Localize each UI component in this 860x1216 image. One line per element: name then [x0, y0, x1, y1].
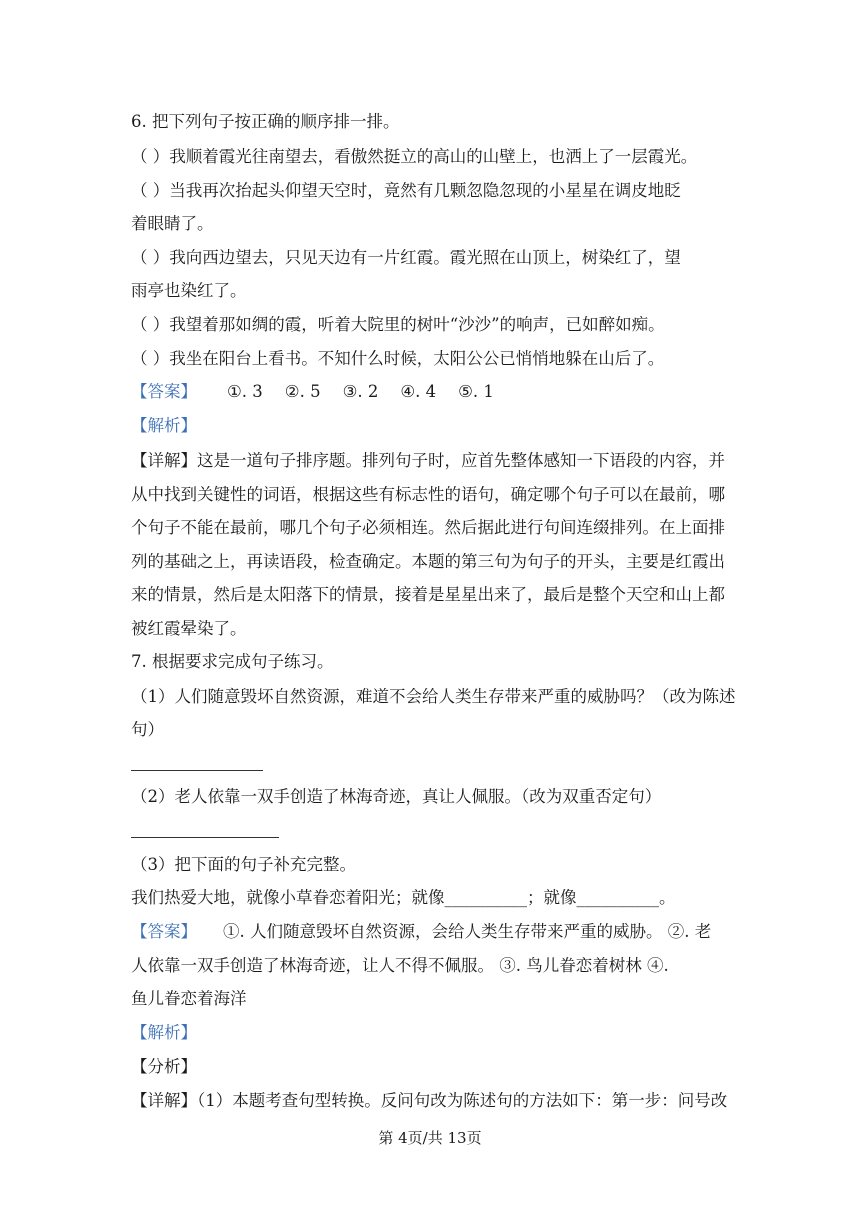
detail-text: 这是一道句子排序题。排列句子时，应首先整体感知一下语段的内容，并: [197, 451, 725, 470]
q7-sub1-line-1: （1）人们随意毁坏自然资源，难道不会给人类生存带来严重的威胁吗？（改为陈述: [131, 687, 736, 706]
answer-blank-line-1: [131, 770, 263, 771]
sentence-text: 我顺着霞光往南望去，看傲然挺立的高山的山壁上，也洒上了一层霞光。: [169, 147, 698, 166]
q6-detail-line-5: 来的情景，然后是太阳落下的情景，接着是星星出来了，最后是整个天空和山上都: [131, 585, 725, 604]
q6-detail-line-6: 被红霞晕染了。: [131, 619, 247, 638]
answer-item: ③. 2: [342, 382, 379, 401]
q6-item-5: [131, 349, 741, 369]
page-footer: 第 4页/共 13页: [378, 1129, 482, 1147]
answer-item: ⑤. 1: [458, 382, 494, 401]
sentence-text: 我坐在阳台上看书。不知什么时候，太阳公公已悄悄地躲在山后了。: [169, 349, 665, 368]
q7-answer-line-2: 人依靠一双手创造了林海奇迹，让人不得不佩服。 ③. 鸟儿眷恋着树林 ④.: [131, 956, 669, 975]
q7-analysis-label: 【解析】: [131, 1023, 197, 1042]
detail-text: （1）本题考查句型转换。反问句改为陈述句的方法如下：第一步：问号改: [197, 1091, 728, 1110]
q7-sub1-line-2: 句）: [131, 720, 164, 739]
q7-detail-line-1: [131, 1091, 741, 1111]
q7-answer-line-1: [131, 922, 741, 942]
q6-item-1: [131, 147, 741, 167]
answer-text: ①. 人们随意毁坏自然资源，会给人类生存带来严重的威胁。 ②. 老: [223, 922, 712, 941]
q6-detail-line-1: [131, 451, 741, 471]
q7-title: 7. 根据要求完成句子练习。: [131, 652, 334, 671]
q7-sub3: （3）把下面的句子补充完整。: [131, 855, 356, 874]
answer-paren: （ ）: [131, 349, 170, 368]
answer-label: 【答案】: [131, 922, 197, 941]
q6-item-3: [131, 248, 741, 268]
q7-sub3-sentence: 我们热爱大地，就像小草眷恋着阳光；就像__________；就像__________。: [131, 888, 676, 907]
sentence-text: 我望着那如绸的霞，听着大院里的树叶“沙沙”的响声，已如醉如痴。: [169, 315, 665, 334]
q6-analysis-label: 【解析】: [131, 416, 197, 435]
sentence-text: 当我再次抬起头仰望天空时，竟然有几颗忽隐忽现的小星星在调皮地眨: [169, 181, 681, 200]
q6-detail-line-3: 个句子不能在最前，哪几个句子必须相连。然后据此进行句间连缀排列。在上面排: [131, 518, 725, 537]
q6-item-4: [131, 315, 741, 335]
answer-blank-line-2: [131, 837, 279, 838]
answer-item: ①. 3: [227, 382, 263, 401]
q6-detail-line-4: 列的基础之上，再读语段，检查确定。本题的第三句为句子的开头，主要是红霞出: [131, 552, 725, 571]
q7-answer-line-3: 鱼儿眷恋着海洋: [131, 989, 247, 1008]
q6-item-2: [131, 181, 741, 201]
answer-item: ②. 5: [284, 382, 321, 401]
sentence-text: 我向西边望去，只见天边有一片红霞。霞光照在山顶上，树染红了，望: [169, 248, 681, 267]
answer-paren: （ ）: [131, 181, 170, 200]
q6-answer-row: [131, 382, 741, 402]
answer-paren: （ ）: [131, 248, 170, 267]
answer-paren: （ ）: [131, 315, 170, 334]
q6-title: 6. 把下列句子按正确的顺序排一排。: [131, 112, 400, 131]
q6-item-3-cont: 雨亭也染红了。: [131, 281, 247, 300]
q7-fenxi-label: 【分析】: [131, 1057, 197, 1076]
answer-label: 【答案】: [131, 382, 197, 401]
answer-item: ④. 4: [400, 382, 437, 401]
q6-item-2-cont: 着眼睛了。: [131, 214, 214, 233]
detail-label: 【详解】: [131, 1091, 197, 1110]
detail-label: 【详解】: [131, 451, 197, 470]
q7-sub2: （2）老人依靠一双手创造了林海奇迹，真让人佩服。（改为双重否定句）: [131, 787, 662, 806]
answer-paren: （ ）: [131, 147, 170, 166]
q6-detail-line-2: 从中找到关键性的词语，根据这些有标志性的语句，确定哪个句子可以在最前，哪: [131, 485, 725, 504]
